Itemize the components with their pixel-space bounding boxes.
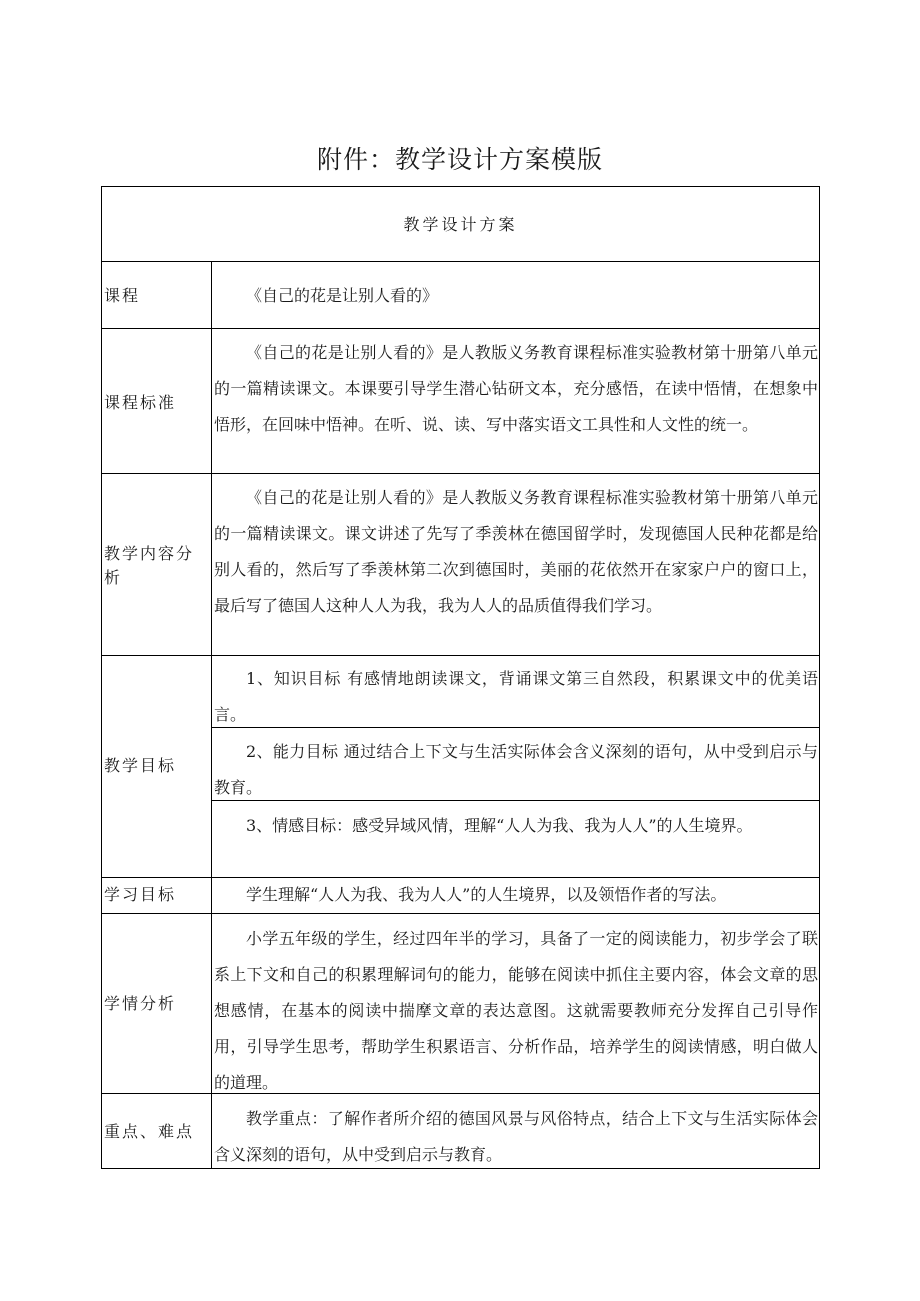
row-content-content-analysis: 《自己的花是让别人看的》是人教版义务教育课程标准实验教材第十册第八单元的一篇精读课文。课文讲述了先写了季羡林在德国留学时，发现德国人民种花都是给别人看的，然后写了季羡林第二次到德国时，美丽的花依然开在家家户户的窗口上，最后写了德国人这种人人为我，我为人人的品质值得我们学习。 <box>214 488 818 615</box>
goal-emotion: 3、情感目标：感受异域风情，理解“人人为我、我为人人”的人生境界。 <box>246 816 753 835</box>
row-label-course: 课程 <box>104 286 141 305</box>
row-label-teaching-goals: 教学目标 <box>104 756 177 775</box>
row-label-key-points: 重点、难点 <box>104 1122 195 1141</box>
table-caption: 教学设计方案 <box>403 215 518 234</box>
row-content-curriculum-standard: 《自己的花是让别人看的》是人教版义务教育课程标准实验教材第十册第八单元的一篇精读课文。本课要引导学生潜心钻研文本，充分感悟，在读中悟情，在想象中悟形，在回味中悟神。在听、说、读、写中落实语文工具性和人文性的统一。 <box>214 343 818 434</box>
row-label-curriculum-standard: 课程标准 <box>104 393 177 412</box>
goal-ability: 2、能力目标 通过结合上下文与生活实际体会含义深刻的语句，从中受到启示与教育。 <box>214 742 818 797</box>
row-content-course: 《自己的花是让别人看的》 <box>246 286 439 305</box>
row-content-student-analysis: 小学五年级的学生，经过四年半的学习，具备了一定的阅读能力，初步学会了联系上下文和自己的积累理解词句的能力，能够在阅读中抓住主要内容，体会文章的思想感情，在基本的阅读中揣摩文章的表达意图。这就需要教师充分发挥自己引导作用，引导学生思考，帮助学生积累语言、分析作品，培养学生的阅读情感，明白做人的道理。 <box>214 929 818 1092</box>
goal-knowledge: 1、知识目标 有感情地朗读课文，背诵课文第三自然段，积累课文中的优美语言。 <box>214 669 818 724</box>
row-label-content-analysis: 教学内容分析 <box>104 544 195 587</box>
row-content-key-points: 教学重点：了解作者所介绍的德国风景与风俗特点，结合上下文与生活实际体会含义深刻的语句，从中受到启示与教育。 <box>214 1109 818 1164</box>
row-label-student-analysis: 学情分析 <box>104 994 177 1013</box>
row-content-learning-goals: 学生理解“人人为我、我为人人”的人生境界，以及领悟作者的写法。 <box>246 885 727 904</box>
document-title: 附件：教学设计方案模版 <box>316 145 603 174</box>
row-label-learning-goals: 学习目标 <box>104 885 177 904</box>
